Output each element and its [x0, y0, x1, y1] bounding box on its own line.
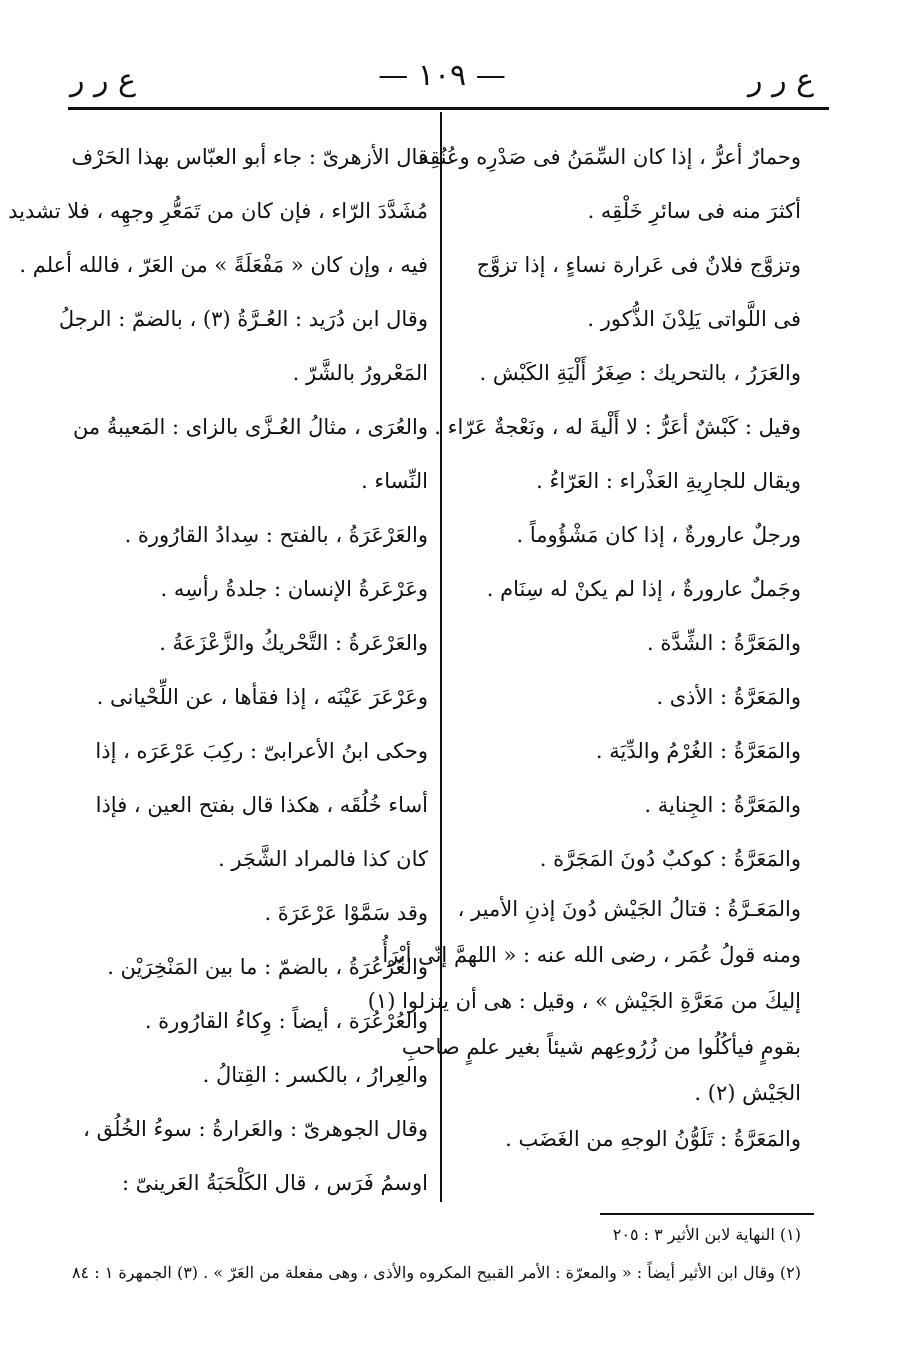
text-line: والعِرارُ ، بالكسر : القِتالُ . [202, 1063, 428, 1087]
text-line: والعُرْعُرَة ، أيضاً : وِكاءُ القارُورة . [144, 1009, 428, 1033]
text-line: النِّساء . [361, 469, 428, 493]
text-line: المَعْرورُ بالشَّرّ . [292, 361, 428, 385]
text-line: ورجلٌ عارورةٌ ، إذا كان مَشْؤُوماً . [516, 523, 801, 547]
text-line: وحكى ابنُ الأعرابىّ : ركِبَ عَرْعَرَه ، إذا [95, 739, 428, 763]
text-line: قال الأزهرىّ : جاء أبو العبّاس بهذا الحَرْف [71, 145, 428, 169]
text-line: بقومٍ فيأكُلُوا من زُرُوعِهم شيئاً بغير علمٍ صاحبِ [401, 1035, 801, 1059]
text-line: والمَعَرَّةُ : الجِناية . [644, 793, 801, 817]
text-line: أساء خُلُقَه ، هكذا قال بفتح العين ، فإذا [95, 793, 428, 817]
text-line: والعَرْعَرَةُ ، بالفتح : سِدادُ القارُورة . [124, 523, 428, 547]
text-line: والعَرَرُ ، بالتحريك : صِغَرُ أَلْيَةِ الكَبْش . [479, 361, 801, 385]
text-line: اوسمُ فَرَس ، قال الكَلْحَبَةُ العَرينىّ : [122, 1171, 428, 1195]
text-line: وقال ابن دُرَيد : العُـرَّةُ (٣) ، بالضمّ : الرجلُ [58, 307, 428, 331]
text-line: والعُرْعُرَةُ ، بالضمّ : ما بين المَنْخِرَيْن . [107, 955, 428, 979]
text-line: وتزوَّج فلانٌ فى عَرارة نساءٍ ، إذا تزوَّج [476, 253, 801, 277]
text-line: وعَرْعَرَ عَيْنَه ، إذا فقأها ، عن اللِّحْيانى . [96, 685, 428, 709]
text-line: وجَملٌ عارورةٌ ، إذا لم يكنْ له سِنَام . [486, 577, 801, 601]
text-line: وحمارٌ أعرُّ ، إذا كان السِّمَنُ فى صَدْرِه وعُنُقِه [418, 145, 801, 169]
text-line: إليكَ من مَعَرَّةِ الجَيْش » ، وقيل : هى أن ينزلوا (١) [367, 989, 801, 1013]
text-line: مُشَدَّدَ الرّاء ، فإن كان من تَمَعُّرِ وجهِه ، فلا تشديد [8, 199, 428, 223]
text-line: والمَعَرَّةُ : كوكبٌ دُونَ المَجَرَّة . [539, 847, 801, 871]
text-line: وعَرْعَرةُ الإنسان : جلدةُ رأسِه . [160, 577, 428, 601]
header-left-title: ع ر ر [70, 62, 136, 98]
text-line: ومنه قولُ عُمَر ، رضى الله عنه : « اللهمَّ إنّى أبْرَأُ [382, 943, 801, 967]
footnote: (٢) وقال ابن الأثير أيضاً : « والمعرّة : الأمر القبيح المكروه والأذى ، وهى مفعلة من العَرّ » . (٣) الجمهرة ١ : ٨٤ [71, 1263, 801, 1282]
text-line: كان كذا فالمراد الشَّجَر . [218, 847, 428, 871]
footnote: (١) النهاية لابن الأثير ٣ : ٢٠٥ [612, 1225, 801, 1244]
text-line: فيه ، وإن كان « مَفْعَلَةً » من العَرّ ، فالله أعلم . [19, 253, 428, 277]
text-line: والعَرْعَرةُ : التَّحْريكُ والزَّعْزَعَةُ . [159, 631, 428, 655]
text-line: والمَعَرَّةُ : تَلَوُّنُ الوجهِ من الغَضَب . [505, 1127, 801, 1151]
text-line: وقال الجوهرىّ : والعَرارةُ : سوءُ الخُلُق ، [83, 1117, 428, 1141]
header-rule [68, 107, 829, 110]
text-line: فى اللَّواتى يَلِدْنَ الذُّكور . [587, 307, 801, 331]
text-line: ويقال للجارِيةِ العَذْراء : العَرّاءُ . [536, 469, 801, 493]
page-header [70, 52, 814, 108]
header-right-title: ع ر ر [748, 62, 814, 98]
footnote-rule [600, 1213, 814, 1215]
text-line: والمَعَرَّةُ : الأذى . [656, 685, 801, 709]
text-line: الجَيْش (٢) . [694, 1081, 801, 1105]
text-line: والمَعَـرَّةُ : قتالُ الجَيْش دُونَ إذنِ الأمير ، [457, 897, 801, 921]
left-column [8, 130, 428, 1210]
text-line: والمَعَرَّةُ : الشِّدَّة . [646, 631, 801, 655]
page-number: — ١٠٩ — [378, 58, 506, 93]
text-line: والمَعَرَّةُ : الغُرْمُ والدِّيَة . [595, 739, 801, 763]
text-line: أكثرَ منه فى سائرِ خَلْقِه . [587, 199, 801, 223]
text-line: وقيل : كَبْشٌ أعَرُّ : لا أَلْيةَ له ، ونَعْجةٌ عَرّاء . [434, 415, 801, 439]
text-line: وقد سَمَّوْا عَرْعَرَةَ . [264, 901, 428, 925]
text-line: والعُرَى ، مثالُ العُـزَّى بالزاى : المَعيبةُ من [72, 415, 428, 439]
